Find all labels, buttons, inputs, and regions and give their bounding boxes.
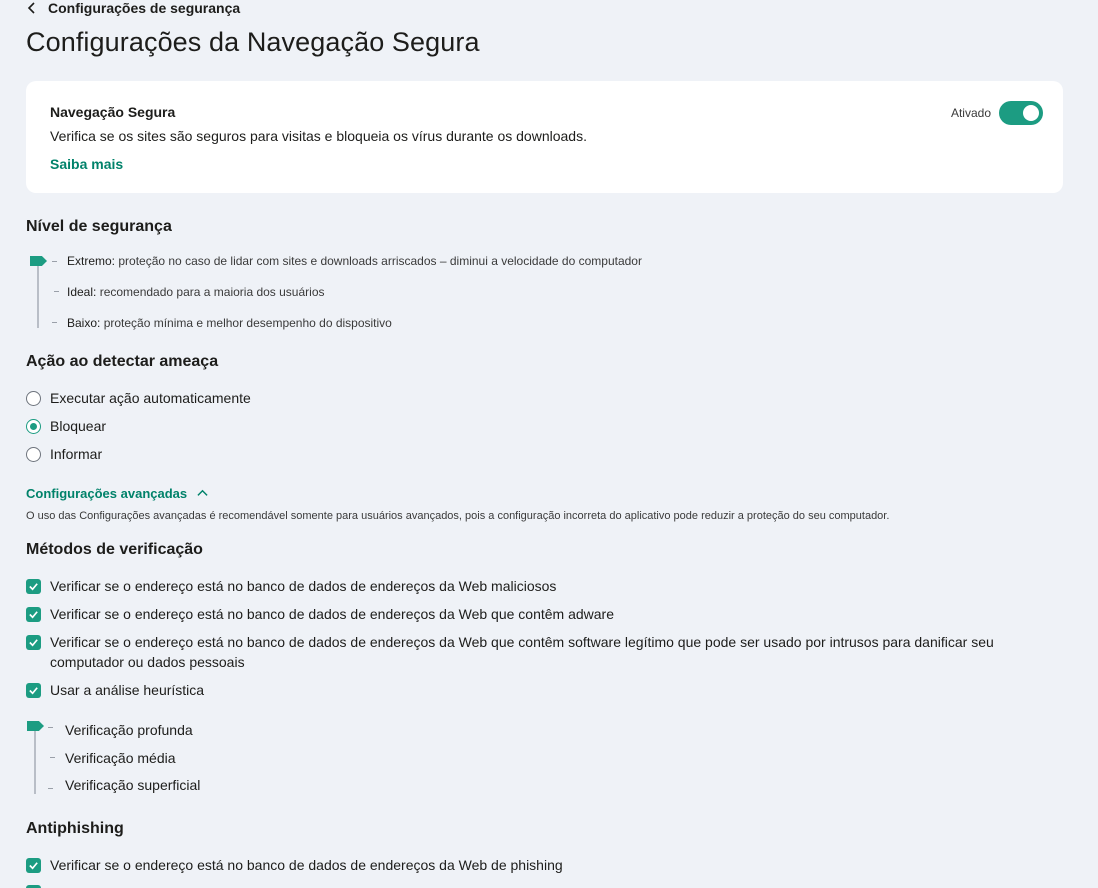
radio-button[interactable] [26, 391, 41, 406]
security-level-title: Nível de segurança [26, 218, 172, 235]
radio-label: Executar ação automaticamente [50, 390, 251, 406]
level-ideal[interactable]: Ideal: recomendado para a maioria dos usuários [67, 285, 325, 299]
checkbox-label: Verificar se o endereço está no banco de dados de endereços da Web maliciosos [50, 578, 557, 594]
check-icon [28, 581, 39, 592]
tick-mark [54, 291, 59, 292]
radio-auto-action[interactable] [26, 390, 251, 406]
check-phishing[interactable] [26, 857, 563, 875]
tick-mark [50, 757, 55, 758]
radio-inform[interactable] [26, 446, 102, 462]
check-legit-software[interactable] [26, 634, 1016, 672]
checkbox-label: Verificar se o endereço está no banco de dados de endereços da Web que contêm adware [50, 606, 615, 622]
page-title: Configurações da Navegação Segura [26, 27, 480, 57]
radio-button[interactable] [26, 447, 41, 462]
heuristic-medium[interactable]: Verificação média [65, 750, 176, 766]
heuristic-light[interactable]: Verificação superficial [65, 777, 201, 793]
level-low[interactable]: Baixo: proteção mínima e melhor desempenho do dispositivo [67, 316, 392, 330]
toggle-label: Ativado [950, 106, 991, 120]
radio-button[interactable] [26, 419, 41, 434]
chevron-up-icon [197, 488, 208, 499]
heuristic-slider-handle[interactable] [27, 721, 44, 731]
check-malicious[interactable] [26, 578, 556, 596]
tick-mark [52, 261, 57, 262]
check-icon [28, 637, 39, 648]
safe-browsing-toggle[interactable] [999, 101, 1043, 125]
check-adware[interactable] [26, 606, 614, 624]
check-next[interactable] [26, 884, 41, 888]
methods-title: Métodos de verificação [26, 541, 203, 558]
card-title: Navegação Segura [50, 104, 176, 120]
advanced-settings-label: Configurações avançadas [26, 486, 188, 501]
radio-block[interactable] [26, 418, 106, 434]
check-icon [28, 860, 39, 871]
advanced-settings-toggle[interactable] [26, 486, 208, 501]
card-description: Verifica se os sites são seguros para visitas e bloqueia os vírus durante os downloads. [50, 128, 587, 144]
checkbox-label: Verificar se o endereço está no banco de dados de endereços da Web de phishing [50, 857, 563, 873]
checkbox-label: Verificar se o endereço está no banco de dados de endereços da Web que contêm software legítimo que pode ser usado por intrusos para danificar seu computador ou dados pessoais [50, 634, 994, 670]
check-icon [28, 609, 39, 620]
security-level-slider-handle[interactable] [30, 256, 47, 266]
tick-mark [52, 322, 57, 323]
advanced-settings-note: O uso das Configurações avançadas é recomendável somente para usuários avançados, pois a configuração incorreta do aplicativo pode reduzir a proteção do seu computador. [26, 510, 890, 522]
safe-browsing-card [26, 81, 1063, 193]
checkbox[interactable] [26, 858, 41, 873]
check-heuristic[interactable] [26, 682, 204, 700]
antiphishing-title: Antiphishing [26, 820, 124, 837]
checkbox[interactable] [26, 579, 41, 594]
radio-label: Informar [50, 446, 103, 462]
heuristic-deep[interactable]: Verificação profunda [65, 722, 193, 738]
back-button[interactable] [26, 0, 240, 16]
checkbox[interactable] [26, 635, 41, 650]
check-icon [28, 685, 39, 696]
tick-mark [48, 788, 53, 789]
checkbox[interactable] [26, 683, 41, 698]
heuristic-slider-track[interactable] [34, 722, 36, 794]
level-extreme[interactable]: Extremo: proteção no caso de lidar com sites e downloads arriscados – diminui a velocidade do computador [67, 254, 642, 268]
checkbox-label: Usar a análise heurística [50, 682, 205, 698]
tick-mark [48, 727, 53, 728]
learn-more-link[interactable]: Saiba mais [50, 156, 124, 172]
chevron-left-icon [26, 2, 38, 14]
checkbox[interactable] [26, 607, 41, 622]
back-label: Configurações de segurança [48, 0, 241, 16]
security-level-slider-track[interactable] [37, 256, 39, 328]
threat-action-title: Ação ao detectar ameaça [26, 353, 219, 370]
radio-label: Bloquear [50, 418, 107, 434]
